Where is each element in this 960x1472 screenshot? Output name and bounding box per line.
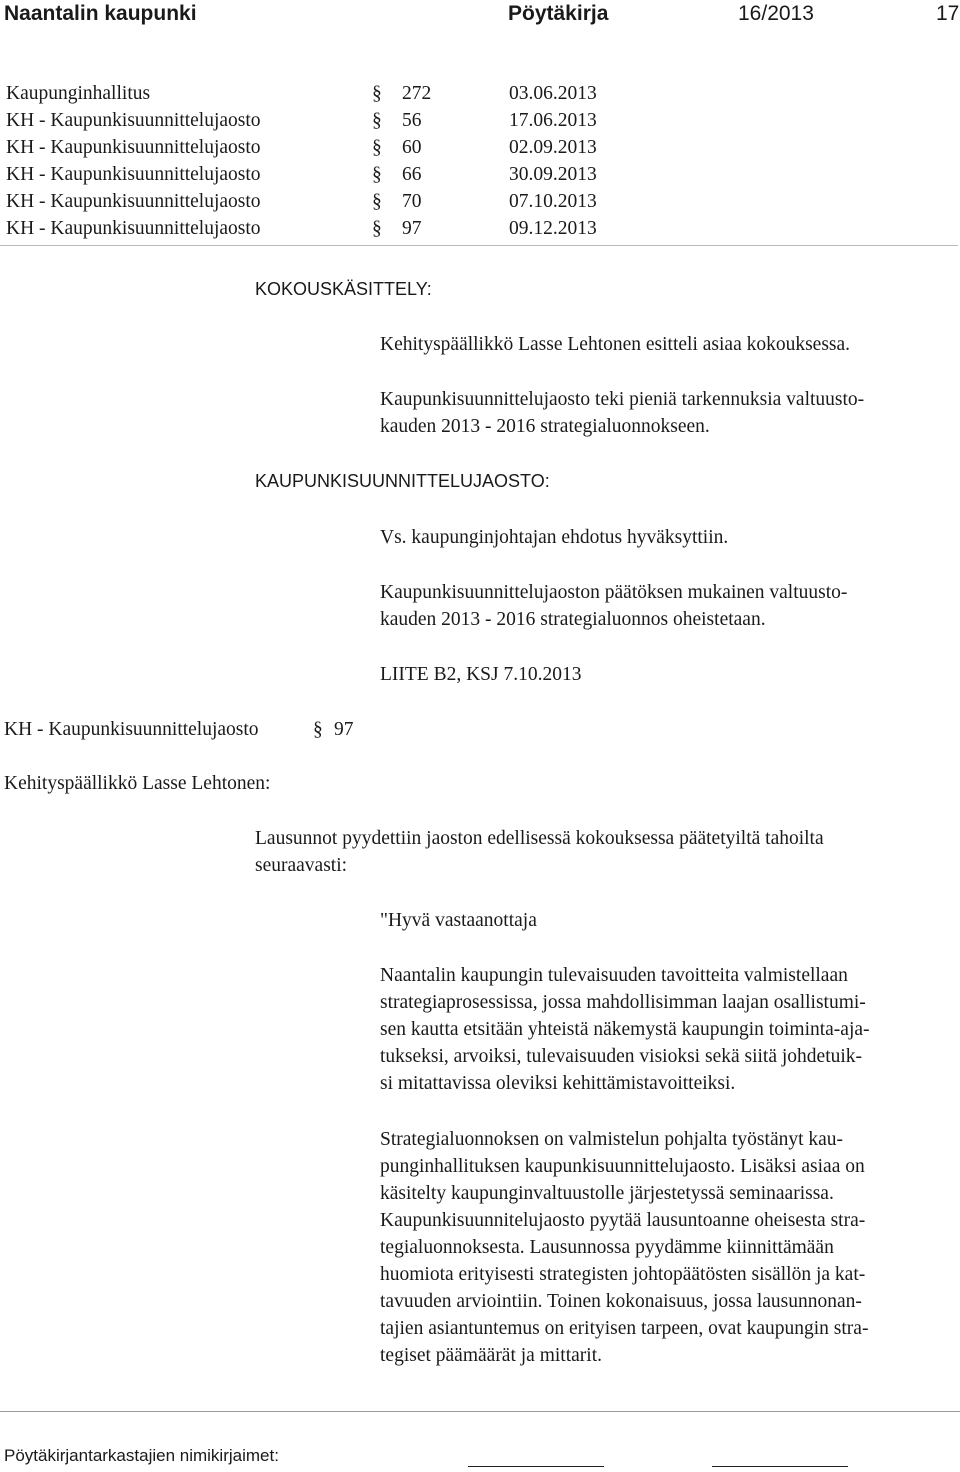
ksj-line: kauden 2013 - 2016 strategialuonnos oheistetaan.	[380, 609, 766, 630]
history-body: KH - Kaupunkisuunnittelujaosto	[6, 164, 261, 185]
paragraph-line: tavuuden arviointiin. Toinen kokonaisuus, jossa lausunnonan-	[380, 1291, 862, 1312]
paragraph-line: strategiaprosessissa, jossa mahdollisimman laajan osallistumi-	[380, 992, 866, 1013]
history-number: 70	[402, 191, 422, 212]
section-sign: §	[372, 164, 382, 185]
paragraph-line: tegialuonnoksesta. Lausunnossa pyydämme kiinnittämään	[380, 1237, 834, 1258]
paragraph-line: tegiset päämäärät ja mittarit.	[380, 1345, 602, 1366]
paragraph-line: tajien asiantuntemus on erityisen tarpeen, ovat kaupungin stra-	[380, 1318, 869, 1339]
paragraph-line: Kaupunkisuunnitelujaosto pyytää lausuntoanne oheisesta stra-	[380, 1210, 866, 1231]
section-sign: §	[313, 719, 323, 740]
kokous-line: Kaupunkisuunnittelujaosto teki pieniä tarkennuksia valtuusto-	[380, 389, 865, 410]
kokous-line: kauden 2013 - 2016 strategialuonnokseen.	[380, 416, 710, 437]
footer-divider	[0, 1411, 960, 1412]
paragraph-line: käsitelty kaupunginvaltuustolle järjestetyssä seminaarissa.	[380, 1183, 834, 1204]
statement-salutation: "Hyvä vastaanottaja	[380, 910, 537, 931]
history-body: Kaupunginhallitus	[6, 83, 151, 104]
ksj-line: Vs. kaupunginjohtajan ehdotus hyväksyttiin.	[380, 527, 729, 548]
ksj-attachment: LIITE B2, KSJ 7.10.2013	[380, 664, 582, 685]
item-number: 97	[334, 719, 354, 740]
history-divider	[0, 245, 958, 246]
history-body: KH - Kaupunkisuunnittelujaosto	[6, 218, 261, 239]
history-date: 02.09.2013	[509, 137, 597, 158]
paragraph-line: Naantalin kaupungin tulevaisuuden tavoitteita valmistellaan	[380, 965, 848, 986]
header-issue: 16/2013	[738, 2, 814, 25]
header-city: Naantalin kaupunki	[4, 2, 197, 25]
section-sign: §	[372, 191, 382, 212]
paragraph-line: Strategialuonnoksen on valmistelun pohjalta työstänyt kau-	[380, 1129, 844, 1150]
section-sign: §	[372, 218, 382, 239]
header-page-number: 17	[936, 2, 960, 25]
kokous-line: Kehityspäällikkö Lasse Lehtonen esitteli asiaa kokouksessa.	[380, 334, 851, 355]
history-number: 97	[402, 218, 422, 239]
signature-line	[468, 1466, 604, 1467]
statement-intro: seuraavasti:	[255, 855, 348, 876]
history-date: 17.06.2013	[509, 110, 597, 131]
item-presenter: Kehityspäällikkö Lasse Lehtonen:	[4, 773, 271, 794]
history-number: 60	[402, 137, 422, 158]
paragraph-line: si mitattavissa oleviksi kehittämistavoitteiksi.	[380, 1073, 736, 1094]
ksj-line: Kaupunkisuunnittelujaoston päätöksen mukainen valtuusto-	[380, 582, 848, 603]
history-number: 272	[402, 83, 432, 104]
history-number: 56	[402, 110, 422, 131]
history-body: KH - Kaupunkisuunnittelujaosto	[6, 191, 261, 212]
history-date: 03.06.2013	[509, 83, 597, 104]
section-sign: §	[372, 110, 382, 131]
history-date: 07.10.2013	[509, 191, 597, 212]
paragraph-line: punginhallituksen kaupunkisuunnittelujaosto. Lisäksi asiaa on	[380, 1156, 865, 1177]
history-date: 30.09.2013	[509, 164, 597, 185]
paragraph-line: sen kautta etsitään yhteistä näkemystä kaupungin toiminta-aja-	[380, 1019, 870, 1040]
section-sign: §	[372, 83, 382, 104]
section-sign: §	[372, 137, 382, 158]
history-body: KH - Kaupunkisuunnittelujaosto	[6, 110, 261, 131]
paragraph-line: tukseksi, arvoiksi, tulevaisuuden visioksi sekä siitä johdetuik-	[380, 1046, 863, 1067]
paragraph-line: huomiota erityisesti strategisten johtopäätösten sisällön ja kat-	[380, 1264, 866, 1285]
ksj-heading: KAUPUNKISUUNNITTELUJAOSTO:	[255, 471, 550, 491]
item-body: KH - Kaupunkisuunnittelujaosto	[4, 719, 259, 740]
statement-intro: Lausunnot pyydettiin jaoston edellisessä kokouksessa päätetyiltä tahoilta	[255, 828, 824, 849]
history-body: KH - Kaupunkisuunnittelujaosto	[6, 137, 261, 158]
history-number: 66	[402, 164, 422, 185]
signature-line	[712, 1466, 848, 1467]
history-date: 09.12.2013	[509, 218, 597, 239]
header-doc-type: Pöytäkirja	[508, 2, 609, 25]
footer-signatures-label: Pöytäkirjantarkastajien nimikirjaimet:	[4, 1446, 279, 1465]
kokous-heading: KOKOUSKÄSITTELY:	[255, 279, 432, 299]
